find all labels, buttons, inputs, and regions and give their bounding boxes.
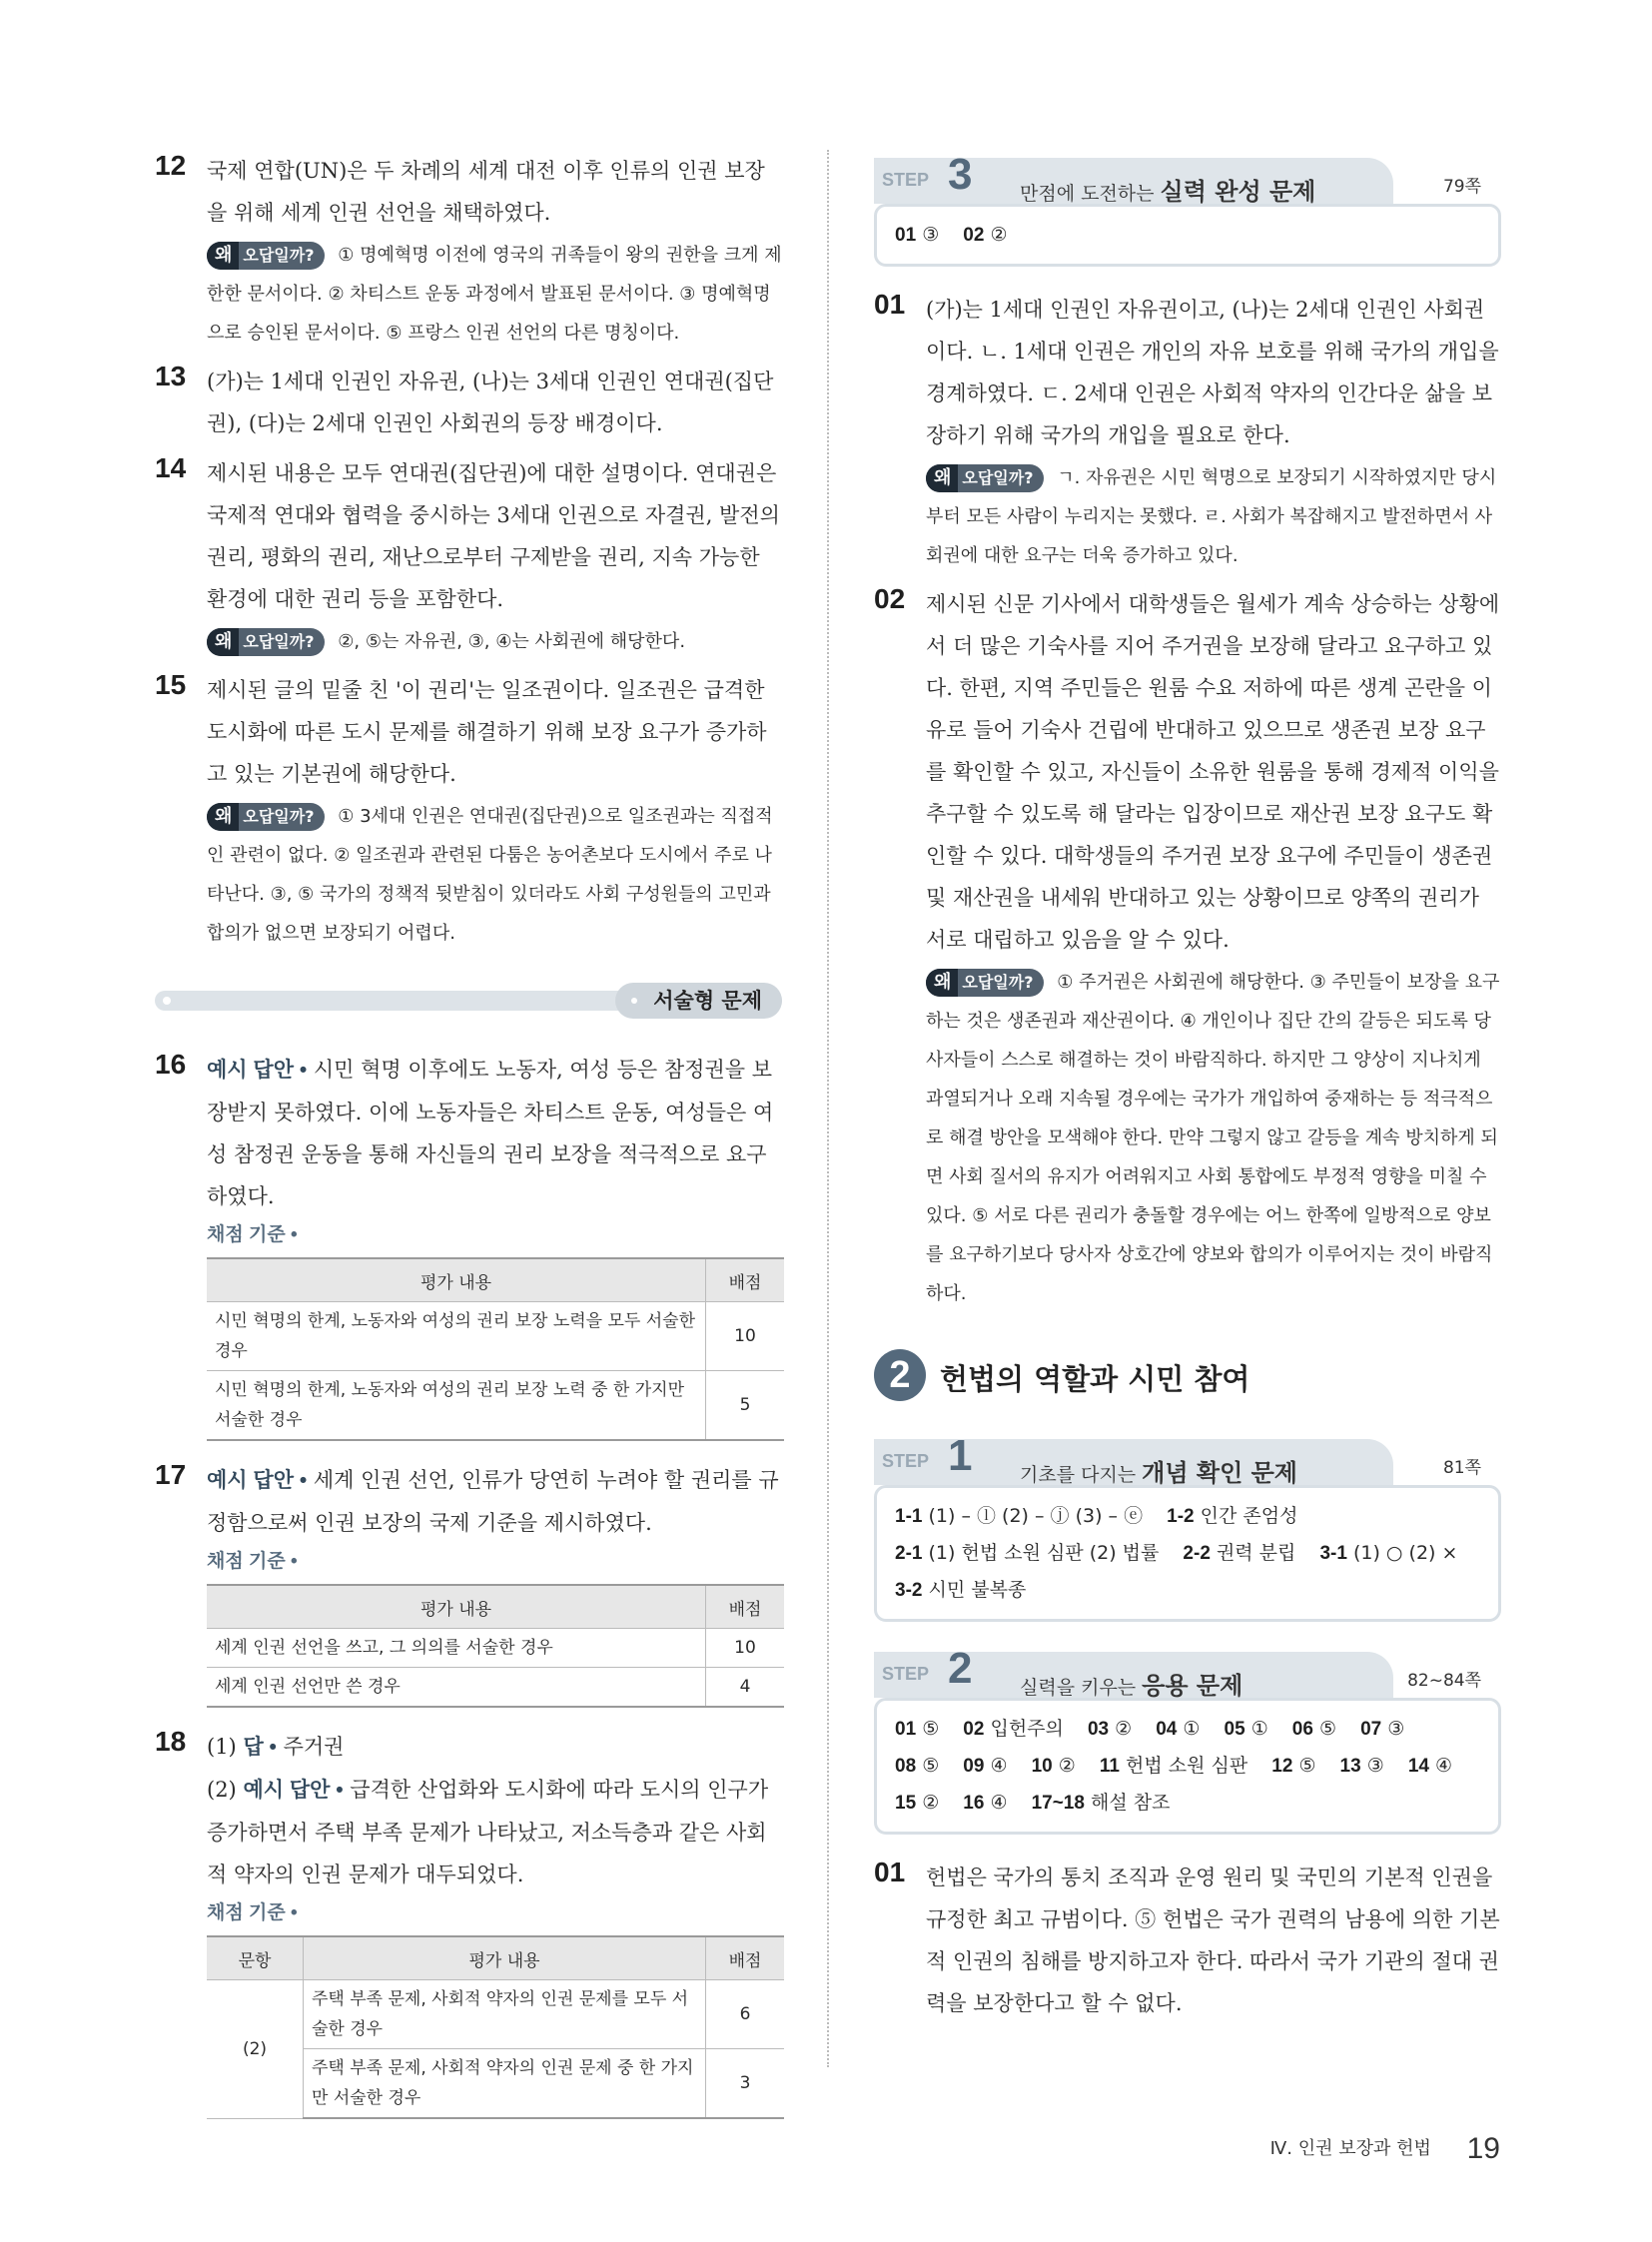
table-row: 주택 부족 문제, 사회적 약자의 인권 문제 중 한 가지만 서술한 경우 3 xyxy=(207,2049,784,2119)
step-header: STEP 1 기초를 다지는 개념 확인 문제 81쪽 xyxy=(874,1431,1501,1487)
answer-item: 02 입헌주의 xyxy=(963,1718,1064,1740)
step1-box xyxy=(874,1431,1501,1622)
page-reference: 81쪽 xyxy=(1442,1458,1481,1478)
step2-box xyxy=(874,1644,1501,1835)
section-title: 헌법의 역할과 시민 참여 xyxy=(940,1362,1250,1396)
question-number: 12 xyxy=(155,150,187,181)
table-header: 평가 내용 xyxy=(304,1936,706,1980)
answer-item: 15 ② xyxy=(895,1792,940,1814)
step-header: STEP 2 실력을 키우는 응용 문제 82~84쪽 xyxy=(874,1644,1501,1700)
table-header: 배점 xyxy=(706,1258,785,1302)
scoring-table xyxy=(207,1935,784,2119)
answer-item: 05 ① xyxy=(1224,1718,1268,1740)
question-number: 01 xyxy=(874,1857,906,1887)
question-r02 xyxy=(874,583,1501,1313)
question-18 xyxy=(155,1726,782,2119)
question-15 xyxy=(155,669,782,953)
answer-explanation: 제시된 신문 기사에서 대학생들은 월세가 계속 상승하는 상황에서 더 많은 기숙사를 지어 주거권을 보장해 달라고 요구하고 있다. 한편, 지역 주민들은 원룸 수요 저하에 따른 생계 곤란을 이유로 들어 기숙사 건립에 반대하고 있으므로 생존권 보장 요구를 확인할 수 있고, 자신들이 소유한 원룸을 통해 경제적 이익을 추구할 수 있도록 해 달라는 입장이므로 재산권 보장 요구도 확인할 수 있다. 대학생들의 주거권 보장 요구에 주민들이 생존권 및 재산권을 내세워 반대하고 있는 상황이므로 양쪽의 권리가 서로 대립하고 있음을 알 수 있다. xyxy=(926,592,1500,952)
question-number: 13 xyxy=(155,361,187,391)
question-number: 18 xyxy=(155,1726,187,1757)
answer-item: 16 ④ xyxy=(963,1792,1008,1814)
question-number: 16 xyxy=(155,1049,187,1080)
table-header: 문항 xyxy=(207,1936,304,1980)
section-number: 2 xyxy=(874,1349,926,1401)
page-reference: 79쪽 xyxy=(1442,177,1481,197)
answer-explanation: 국제 연합(UN)은 두 차례의 세계 대전 이후 인류의 인권 보장을 위해 세계 인권 선언을 채택하였다. xyxy=(207,159,765,225)
table-row: 세계 인권 선언을 쓰고, 그 의의를 서술한 경우 10 xyxy=(207,1629,784,1668)
page-reference: 82~84쪽 xyxy=(1407,1671,1481,1691)
answer-item: 01 ③ xyxy=(895,224,940,246)
sample-answer-label: 예시 답안 • xyxy=(207,1059,308,1082)
column-divider xyxy=(827,150,829,2067)
question-16 xyxy=(155,1049,782,1441)
scoring-criteria-label: 채점 기준 • xyxy=(207,1902,298,1923)
page-number: 19 xyxy=(1466,2132,1500,2165)
sample-answer: 예시 답안 • 시민 혁명 이후에도 노동자, 여성 등은 참정권을 보장받지 못하였다. 이에 노동자들은 차티스트 운동, 여성들은 여성 참정권 운동을 통해 자신들의 권리 보장을 적극적으로 요구하였다. xyxy=(207,1058,774,1208)
question-number: 17 xyxy=(155,1459,187,1490)
answer-explanation: 제시된 내용은 모두 연대권(집단권)에 대한 설명이다. 연대권은 국제적 연대와 협력을 중시하는 3세대 인권으로 자결권, 발전의 권리, 평화의 권리, 재난으로부터 구제받을 권리, 지속 가능한 환경에 대한 권리 등을 포함한다. xyxy=(207,461,780,611)
answer-explanation: (가)는 1세대 인권인 자유권이고, (나)는 2세대 인권인 사회권이다. ㄴ. 1세대 인권은 개인의 자유 보호를 위해 국가의 개입을 경계하였다. ㄷ. 2세대 인권은 사회적 약자의 인간다운 삶을 보장하기 위해 국가의 개입을 필요로 한다. xyxy=(926,298,1499,447)
wrong-answer-note xyxy=(207,797,782,953)
answer-item: 10 ② xyxy=(1031,1755,1076,1777)
answer-item: 14 ④ xyxy=(1407,1755,1453,1777)
table-header: 배점 xyxy=(706,1585,785,1629)
step-number: 2 xyxy=(948,1644,973,1693)
answer-explanation: 헌법은 국가의 통치 조직과 운영 원리 및 국민의 기본적 인권을 규정한 최고 규범이다. ⑤ 헌법은 국가 권력의 남용에 의한 기본적 인권의 침해를 방지하고자 한다. 따라서 국가 기관의 절대 권력을 보장한다고 할 수 없다. xyxy=(926,1866,1500,2015)
answer-part-2: (2) 예시 답안 • 급격한 산업화와 도시화에 따라 도시의 인구가 증가하면서 주택 부족 문제가 나타났고, 저소득층과 같은 사회적 약자의 인권 문제가 대두되었다. xyxy=(207,1778,769,1886)
table-header: 평가 내용 xyxy=(207,1258,706,1302)
sample-answer-label: 예시 답안 • xyxy=(207,1469,308,1492)
answer-explanation: (가)는 1세대 인권인 자유권, (나)는 3세대 인권인 연대권(집단권), (다)는 2세대 인권인 사회권의 등장 배경이다. xyxy=(207,370,774,435)
step-title: 응용 문제 xyxy=(1142,1672,1243,1700)
why-wrong-badge: 왜 오답일까? xyxy=(207,803,325,831)
question-number: 02 xyxy=(874,583,906,614)
answer-item: 03 ② xyxy=(1087,1718,1133,1740)
scoring-table xyxy=(207,1584,784,1708)
scoring-table xyxy=(207,1257,784,1441)
wrong-answer-note xyxy=(207,622,782,661)
answer-item: 09 ④ xyxy=(963,1755,1008,1777)
why-wrong-badge: 왜 오답일까? xyxy=(207,628,325,656)
answer-item: 13 ③ xyxy=(1339,1755,1384,1777)
answer-item: 01 ⑤ xyxy=(895,1718,940,1740)
question-17 xyxy=(155,1459,782,1708)
table-row: 시민 혁명의 한계, 노동자와 여성의 권리 보장 노력 중 한 가지만 서술한 경우 5 xyxy=(207,1371,784,1441)
wrong-answer-text: ②, ⑤는 자유권, ③, ④는 사회권에 해당한다. xyxy=(338,631,686,652)
answer-item: 06 ⑤ xyxy=(1291,1718,1337,1740)
table-header: 평가 내용 xyxy=(207,1585,706,1629)
wrong-answer-text: ① 3세대 인권은 연대권(집단권)으로 일조권과는 직접적인 관련이 없다. ② 일조권과 관련된 다툼은 농어촌보다 도시에서 주로 나타난다. ③, ⑤ 국가의 정책적 뒷받침이 있더라도 사회 구성원들의 고민과 합의가 없으면 보장되기 어렵다. xyxy=(207,806,773,944)
table-row: 세계 인권 선언만 쓴 경우 4 xyxy=(207,1668,784,1708)
answer-key xyxy=(874,204,1501,267)
answer-item: 08 ⑤ xyxy=(895,1755,940,1777)
table-row: (2) 주택 부족 문제, 사회적 약자의 인권 문제를 모두 서술한 경우 6 xyxy=(207,1980,784,2049)
sample-answer: 예시 답안 • 세계 인권 선언, 인류가 당연히 누려야 할 권리를 규정함으로써 인권 보장의 국제 기준을 제시하였다. xyxy=(207,1468,779,1535)
table-row: 시민 혁명의 한계, 노동자와 여성의 권리 보장 노력을 모두 서술한 경우 10 xyxy=(207,1302,784,1371)
answer-item: 02 ② xyxy=(963,224,1008,246)
answer-item: 17~18 해설 참조 xyxy=(1031,1792,1171,1814)
why-wrong-badge: 왜 오답일까? xyxy=(926,464,1044,492)
step-header: STEP 3 만점에 도전하는 실력 완성 문제 79쪽 xyxy=(874,150,1501,206)
question-number: 15 xyxy=(155,669,187,700)
question-14 xyxy=(155,452,782,661)
wrong-answer-text: ① 주거권은 사회권에 해당한다. ③ 주민들이 보장을 요구하는 것은 생존권과 재산권이다. ④ 개인이나 집단 간의 갈등은 되도록 당사자들이 스스로 해결하는 것이 바람직하다. 하지만 그 양상이 지나치게 과열되거나 오래 지속될 경우에는 국가가 개입하여 중재하는 등 적극적으로 해결 방안을 모색해야 한다. 만약 그렇지 않고 갈등을 계속 방치하게 되면 사회 질서의 유지가 어려워지고 사회 통합에도 부정적 영향을 미칠 수 있다. ⑤ 서로 다른 권리가 충돌할 경우에는 어느 한쪽에 일방적으로 양보를 요구하기보다 당사자 상호간에 양보와 합의가 이루어지는 것이 바람직하다. xyxy=(926,972,1500,1304)
why-wrong-badge: 왜 오답일까? xyxy=(207,242,325,270)
answer-item: 07 ③ xyxy=(1360,1718,1405,1740)
answer-item: 2-2 권력 분립 xyxy=(1183,1542,1296,1564)
question-number: 14 xyxy=(155,452,187,483)
question-12 xyxy=(155,150,782,353)
section-2-header xyxy=(874,1349,1501,1409)
question-number: 01 xyxy=(874,289,906,320)
answer-label: 답 • xyxy=(243,1736,277,1759)
scoring-criteria-label: 채점 기준 • xyxy=(207,1224,298,1245)
table-header: 배점 xyxy=(706,1936,785,1980)
answer-item: 2-1 (1) 헌법 소원 심판 (2) 법률 xyxy=(895,1542,1160,1564)
step-number: 3 xyxy=(948,150,973,199)
sample-answer-label: 예시 답안 • xyxy=(243,1779,344,1802)
answer-explanation: 제시된 글의 밑줄 친 '이 권리'는 일조권이다. 일조권은 급격한 도시화에 따른 도시 문제를 해결하기 위해 보장 요구가 증가하고 있는 기본권에 해당한다. xyxy=(207,678,767,786)
right-column xyxy=(874,150,1501,2032)
wrong-answer-text: ㄱ. 자유권은 시민 혁명으로 보장되기 시작하였지만 당시부터 모든 사람이 누리지는 못했다. ㄹ. 사회가 복잡해지고 발전하면서 사회권에 대한 요구는 더욱 증가하고 있다. xyxy=(926,467,1497,566)
page-footer xyxy=(1270,2132,1500,2166)
answer-item: 3-1 (1) ○ (2) × xyxy=(1319,1542,1458,1564)
essay-section-header xyxy=(155,983,782,1019)
question-r01 xyxy=(874,289,1501,575)
section-title: 서술형 문제 xyxy=(615,983,782,1019)
answer-item: 04 ① xyxy=(1156,1718,1201,1740)
scoring-criteria-label: 채점 기준 • xyxy=(207,1551,298,1572)
wrong-answer-note xyxy=(926,963,1501,1313)
answer-item: 1-1 (1) – ⓛ (2) – ⓙ (3) – ⓔ xyxy=(895,1505,1144,1527)
step-title: 실력 완성 문제 xyxy=(1160,178,1316,206)
chapter-title: Ⅳ. 인권 보장과 헌법 xyxy=(1269,2138,1431,2159)
why-wrong-badge: 왜 오답일까? xyxy=(926,969,1044,997)
wrong-answer-note xyxy=(926,458,1501,575)
answer-item: 1-2 인간 존엄성 xyxy=(1167,1505,1298,1527)
answer-item: 3-2 시민 불복종 xyxy=(895,1579,1027,1601)
step-number: 1 xyxy=(948,1431,973,1480)
answer-key xyxy=(874,1698,1501,1835)
answer-part-1: (1) 답 • 주거권 xyxy=(207,1735,345,1759)
answer-item: 12 ⑤ xyxy=(1271,1755,1316,1777)
step-title: 개념 확인 문제 xyxy=(1142,1459,1297,1487)
left-column xyxy=(155,150,782,2137)
answer-item: 11 헌법 소원 심판 xyxy=(1099,1755,1248,1777)
wrong-answer-note xyxy=(207,236,782,353)
question-13 xyxy=(155,361,782,444)
answer-key xyxy=(874,1485,1501,1622)
question-s2-01 xyxy=(874,1857,1501,2024)
wrong-answer-text: ① 명예혁명 이전에 영국의 귀족들이 왕의 권한을 크게 제한한 문서이다. ② 차티스트 운동 과정에서 발표된 문서이다. ③ 명예혁명으로 승인된 문서이다. ⑤ 프랑스 인권 선언의 다른 명칭이다. xyxy=(207,245,782,344)
step3-box xyxy=(874,150,1501,267)
